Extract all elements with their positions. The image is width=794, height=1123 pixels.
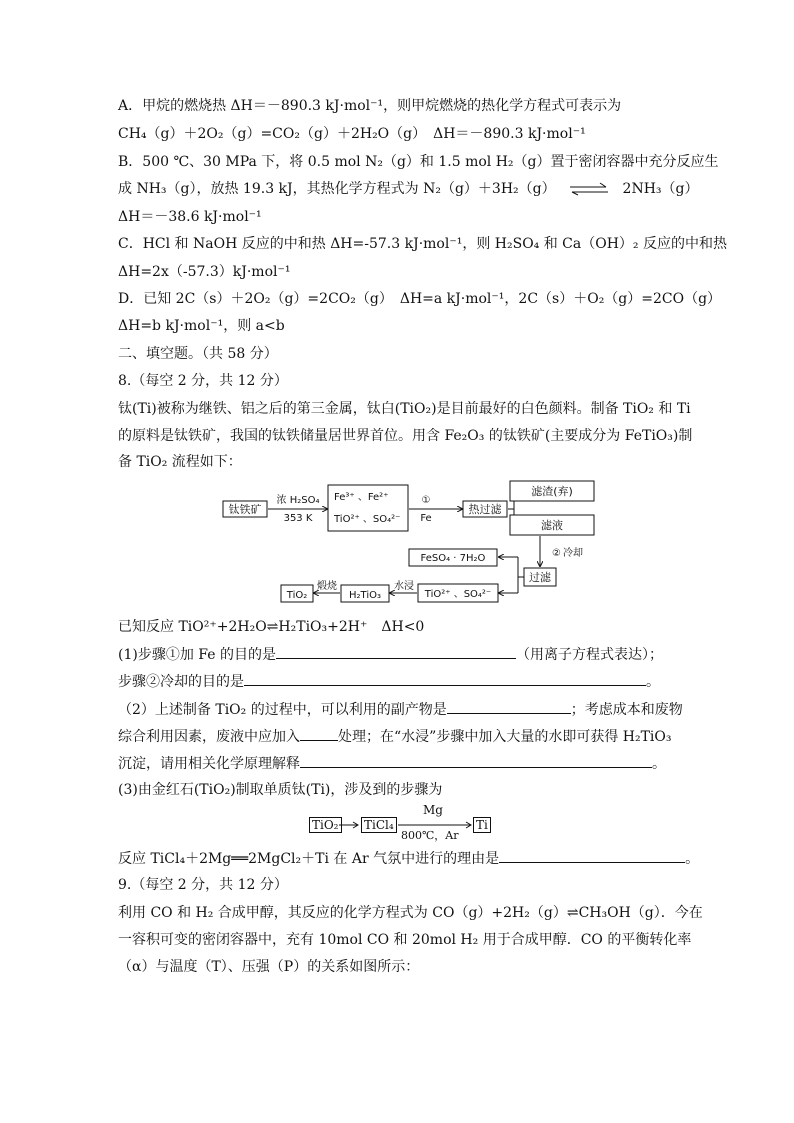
q8-part3-line2: [118, 848, 699, 869]
q9-header: 9.（每空 2 分，共 12 分）: [118, 877, 288, 893]
q8-part1-line1: [118, 644, 663, 665]
chain-condition: 800℃，Ar: [401, 829, 459, 842]
answer-blank-3[interactable]: [447, 699, 571, 714]
option-c-line1: C．HCl 和 NaOH 反应的中和热 ΔH=-57.3 kJ·mol⁻¹，则 H₂SO₄ 和 Ca（OH）₂ 反应的中和热: [118, 236, 727, 252]
q8-part1a-suffix: （用离子方程式表达）；: [515, 647, 663, 663]
ions-line1: Fe³⁺ 、Fe²⁺: [334, 492, 389, 503]
step1-marker: ①: [421, 495, 431, 506]
reagent-label: 浓 H₂SO₄: [276, 495, 320, 506]
q8-intro-1: 钛(Ti)被称为继铁、铝之后的第三金属，钛白(TiO₂)是目前最好的白色颜料。制备 TiO₂ 和 Ti: [118, 401, 691, 417]
calcine-label: 煅烧: [317, 581, 337, 592]
answer-blank-6[interactable]: [499, 848, 685, 863]
q8-part2a-suffix: ；考虑成本和废物: [570, 702, 683, 718]
option-c-line2: ΔH=2x（-57.3）kJ·mol⁻¹: [118, 264, 291, 280]
option-b-line1: B．500 ℃、30 MPa 下，将 0.5 mol N₂（g）和 1.5 mol H₂（g）置于密闭容器中充分反应生: [118, 154, 719, 170]
option-d-line2: ΔH=b kJ·mol⁻¹，则 a<b: [118, 318, 285, 334]
q8-part2c-suffix: 。: [652, 756, 666, 772]
option-b-line2-text: 成 NH₃（g），放热 19.3 kJ，其热化学方程式为 N₂（g）＋3H₂（g）: [118, 181, 556, 197]
chain-ti-box: Ti: [473, 817, 491, 833]
q9-line1: 利用 CO 和 H₂ 合成甲醇，其反应的化学方程式为 CO（g）+2H₂（g）⇌CH₃OH（g）．今在: [118, 905, 703, 921]
answer-blank-5[interactable]: [300, 753, 652, 768]
filter-label: 过滤: [529, 571, 551, 584]
q8-part1b-prompt: 步骤②冷却的目的是: [118, 674, 244, 690]
step2-marker: ②: [552, 548, 561, 559]
option-b-line3: ΔH＝－38.6 kJ·mol⁻¹: [118, 209, 262, 225]
chain-reagent: Mg: [423, 803, 443, 817]
water-leach-label: 水浸: [394, 581, 414, 592]
q9-line2: 一容积可变的密闭容器中，充有 10mol CO 和 20mol H₂ 用于合成甲醇．CO 的平衡转化率: [118, 932, 692, 948]
q8-intro-2: 的原料是钛铁矿，我国的钛铁储量居世界首位。用含 Fe₂O₃ 的钛铁矿(主要成分为 FeTiO₃)制: [118, 428, 693, 444]
option-a-equation: CH₄（g）＋2O₂（g）=CO₂（g）＋2H₂O（g） ΔH＝－890.3 kJ·mol⁻¹: [118, 126, 586, 142]
q8-part1a-prompt: (1)步骤①加 Fe 的目的是: [118, 647, 276, 663]
option-d-line1: D．已知 2C（s）＋2O₂（g）=2CO₂（g） ΔH=a kJ·mol⁻¹，2C（s）＋O₂（g）=2CO（g）: [118, 291, 722, 307]
q9-line3: （α）与温度（T）、压强（P）的关系如图所示：: [118, 959, 420, 975]
step1-reagent: Fe: [420, 513, 432, 524]
residue-label: 滤渣(弃): [531, 485, 573, 498]
q8-intro-3: 备 TiO₂ 流程如下：: [118, 454, 242, 470]
q8-part2-line2: [118, 726, 672, 747]
answer-blank-4[interactable]: [300, 726, 338, 741]
option-b-product: 2NH₃（g）: [622, 181, 699, 197]
chain-tio2-box: TiO₂: [309, 817, 342, 833]
ti-production-chain: [309, 803, 509, 842]
temperature-label: 353 K: [283, 513, 313, 524]
chain-ticl4-box: TiCl₄: [361, 817, 397, 833]
q8-part3: (3)由金红石(TiO₂)制取单质钛(Ti)，涉及到的步骤为: [118, 782, 443, 798]
q8-part2-line1: [118, 699, 683, 720]
solution-label: TiO²⁺ 、SO₄²⁻: [424, 589, 492, 600]
feso4-label: FeSO₄ · 7H₂O: [420, 553, 486, 564]
h2tio3-label: H₂TiO₃: [349, 590, 381, 601]
ore-label: 钛铁矿: [228, 503, 262, 516]
q8-part1b-suffix: 。: [646, 674, 660, 690]
known-reaction: 已知反应 TiO²⁺+2H₂O⇌H₂TiO₃+2H⁺ ΔH<0: [118, 619, 425, 635]
ions-line2: TiO²⁺ 、SO₄²⁻: [334, 514, 401, 525]
hot-filter-label: 热过滤: [468, 503, 502, 516]
answer-blank-1[interactable]: [276, 644, 516, 659]
q8-part2b-suffix: 处理；在“水浸”步骤中加入大量的水即可获得 H₂TiO₃: [338, 729, 672, 745]
q8-part1-line2: [118, 671, 660, 692]
q8-header: 8.（每空 2 分，共 12 分）: [118, 373, 288, 389]
filtrate-label: 滤液: [541, 519, 563, 532]
q8-part2-line3: [118, 753, 666, 774]
answer-blank-2[interactable]: [244, 671, 646, 686]
q8-part2c-prompt: 沉淀，请用相关化学原理解释: [118, 756, 300, 772]
q8-part3b-prompt: 反应 TiCl₄＋2Mg══2MgCl₂＋Ti 在 Ar 气氛中进行的理由是: [118, 851, 500, 867]
cooling-label: 冷却: [563, 548, 583, 559]
section-title: 二、填空题。（共 58 分）: [118, 346, 278, 362]
q8-part3b-suffix: 。: [685, 851, 700, 867]
q8-part2b-prompt: 综合利用因素，废液中应加入: [118, 729, 300, 745]
chain-arrow-icon: [338, 820, 360, 830]
option-a-line1: A．甲烷的燃烧热 ΔH＝－890.3 kJ·mol⁻¹，则甲烷燃烧的热化学方程式可表示为: [118, 98, 622, 114]
tio2-label: TiO₂: [286, 590, 308, 601]
q8-part2a-prompt: （2）上述制备 TiO₂ 的过程中，可以利用的副产物是: [118, 702, 447, 718]
